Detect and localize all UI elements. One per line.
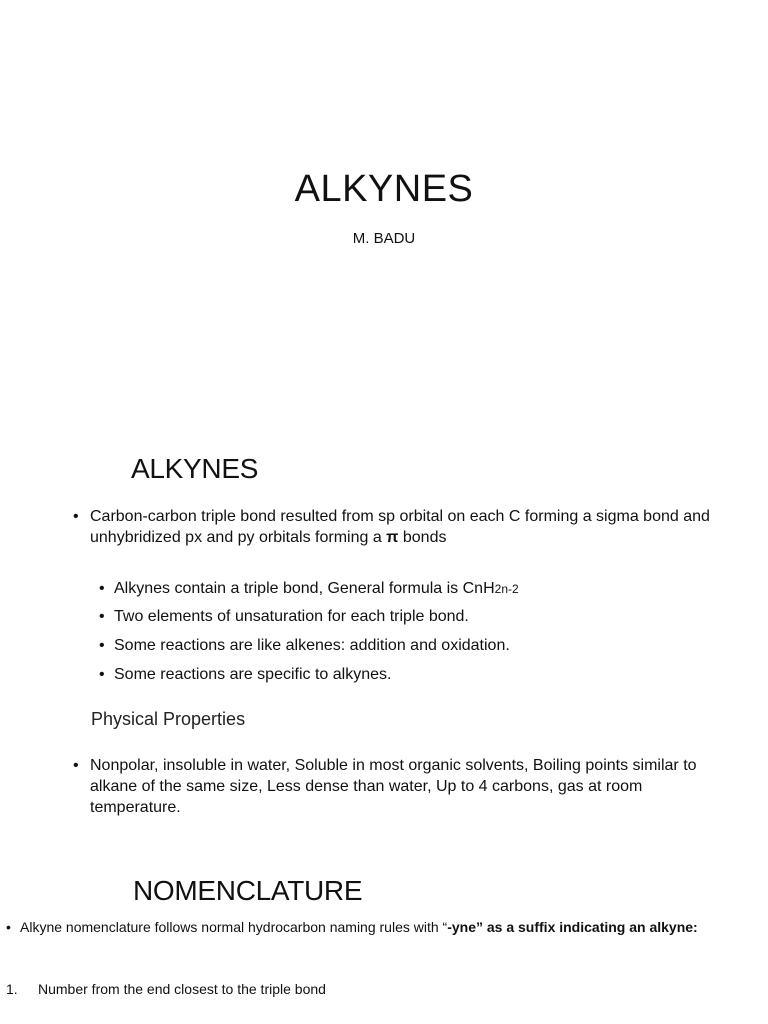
sub-bullet xyxy=(99,635,759,656)
intro-bullet xyxy=(73,506,753,548)
bullet-marker: • xyxy=(73,757,79,774)
pi-symbol: π xyxy=(386,529,399,546)
slide-author: M. BADU xyxy=(352,230,416,247)
sub-bullet-text: Some reactions are specific to alkynes. xyxy=(114,666,392,683)
formula-subscript: 2n-2 xyxy=(494,582,519,596)
intro-bullet-text: Carbon-carbon triple bond resulted from sp orbital on each C forming a sigma bond and unhybridized px and py orbitals forming a π bonds xyxy=(90,508,710,546)
numbered-item xyxy=(6,980,326,998)
physical-properties-bullet xyxy=(73,755,733,818)
sub-bullet-text: Some reactions are like alkenes: addition and oxidation. xyxy=(114,637,510,654)
item-text: Number from the end closest to the triple bond xyxy=(38,981,326,997)
physical-properties-heading: Physical Properties xyxy=(91,709,246,729)
sub-bullet-text: Alkynes contain a triple bond, General formula is CnH2n-2 xyxy=(114,580,519,597)
item-number: 1. xyxy=(6,981,18,997)
suffix-emphasis: -yne” as a suffix indicating an alkyne: xyxy=(447,919,698,935)
physical-properties-text: Nonpolar, insoluble in water, Soluble in most organic solvents, Boiling points similar to alkane of the same size, Less dense than water, Up to 4 carbons, gas at room temperature. xyxy=(90,757,697,816)
nomenclature-bullet-text: Alkyne nomenclature follows normal hydrocarbon naming rules with “-yne” as a suffix indicating an alkyne: xyxy=(20,919,698,935)
sub-bullet xyxy=(99,578,759,600)
section-heading-nomenclature: NOMENCLATURE xyxy=(133,875,363,906)
bullet-marker: • xyxy=(73,508,79,525)
sub-bullet xyxy=(99,606,759,627)
slide-title: ALKYNES xyxy=(294,168,474,210)
sub-bullet-text: Two elements of unsaturation for each triple bond. xyxy=(114,608,469,625)
bullet-marker: • xyxy=(99,580,105,597)
nomenclature-bullet xyxy=(6,920,756,935)
section-heading-alkynes: ALKYNES xyxy=(131,453,259,484)
bullet-marker: • xyxy=(99,637,105,654)
bullet-marker: • xyxy=(6,919,11,935)
bullet-marker: • xyxy=(99,608,105,625)
sub-bullet xyxy=(99,664,759,685)
bullet-marker: • xyxy=(99,666,105,683)
